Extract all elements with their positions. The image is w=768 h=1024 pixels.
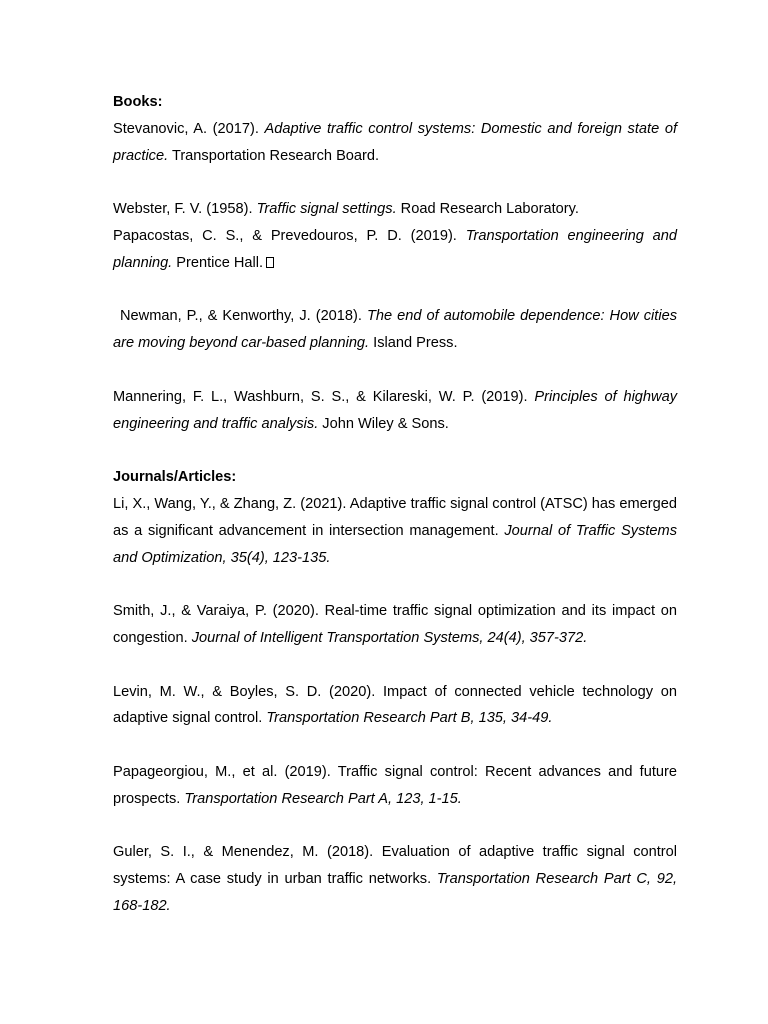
reference-entry [113,303,677,357]
spacer [113,277,677,304]
reference-text: Guler, S. I., & Menendez, M. (2018). Evaluation of adaptive traffic signal control systems: A case study in urban traffic networks. [113,844,677,888]
reference-entry [113,384,677,438]
reference-text: Li, X., Wang, Y., & Zhang, Z. (2021). Adaptive traffic signal control (ATSC) has emerged as a significant advancement in intersection management. [113,495,677,539]
reference-journal: Journal of Traffic Systems and Optimization, 35(4), 123-135. [113,522,678,566]
reference-title: Adaptive traffic control systems: Domestic and foreign state of practice. [113,120,677,164]
spacer [113,732,677,759]
spacer [113,357,677,384]
reference-authors: Newman, P., & Kenworthy, J. (2018). [120,308,367,325]
reference-publisher: Road Research Laboratory. [396,201,579,218]
reference-authors: Webster, F. V. (1958). [113,201,257,218]
spacer [113,169,677,196]
reference-publisher: Island Press. [369,335,458,352]
reference-authors: Stevanovic, A. (2017). [113,120,265,137]
reference-title: Traffic signal settings. [256,201,397,218]
reference-journal: Transportation Research Part B, 135, 34-49. [266,710,553,727]
reference-list [113,89,677,920]
reference-journal: Transportation Research Part A, 123, 1-15. [184,790,462,807]
reference-entry [113,598,677,652]
reference-title: Principles of highway engineering and traffic analysis. [113,388,677,432]
reference-publisher: John Wiley & Sons. [318,415,449,432]
spacer [113,813,677,840]
reference-entry [113,223,677,277]
reference-text: Smith, J., & Varaiya, P. (2020). Real-time traffic signal optimization and its impact on congestion. [113,603,677,646]
books-heading: Books: [113,94,163,110]
spacer [113,571,677,598]
reference-entry [113,679,677,733]
reference-entry [113,839,677,919]
reference-entry [113,116,677,170]
journals-heading: Journals/Articles: [113,469,237,486]
spacer [113,437,677,464]
reference-entry [113,491,677,571]
reference-text: Levin, M. W., & Boyles, S. D. (2020). Impact of connected vehicle technology on adaptive signal control. [113,683,677,727]
reference-title: Transportation engineering and planning. [113,227,678,271]
reference-text: Papageorgiou, M., et al. (2019). Traffic signal control: Recent advances and future prospects. [113,763,677,807]
reference-publisher: Prentice Hall. [172,254,264,271]
reference-title: The end of automobile dependence: How cities are moving beyond car-based planning. [113,308,677,352]
reference-publisher: Transportation Research Board. [168,147,380,164]
reference-journal: Journal of Intelligent Transportation Systems, 24(4), 357-372. [191,629,588,646]
reference-entry [113,196,677,223]
spacer [113,652,677,679]
missing-glyph-icon [266,257,274,268]
reference-authors: Mannering, F. L., Washburn, S. S., & Kilareski, W. P. (2019). [113,388,535,405]
reference-entry [113,759,677,813]
reference-authors: Papacostas, C. S., & Prevedouros, P. D. (2019). [113,227,466,244]
reference-journal: Transportation Research Part C, 92, 168-182. [113,871,677,914]
